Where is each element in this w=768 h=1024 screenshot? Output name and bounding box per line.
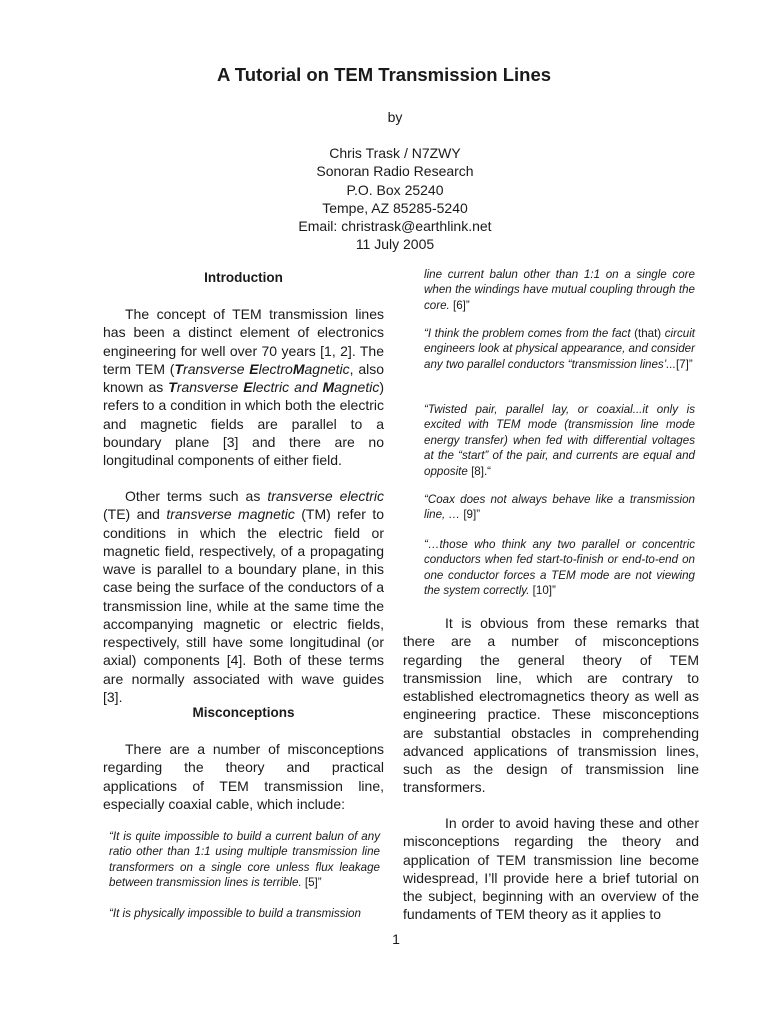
- quote-8: “Twisted pair, parallel lay, or coaxial...it only is excited with TEM mode (transmission line mode energy transfer) when fed with differential voltages at the “start” of the pair, and currents are equal and opposite [8].“: [424, 403, 695, 478]
- intro-paragraph-1: The concept of TEM transmission lines has been a distinct element of electronics engineering for well over 70 years [1, 2]. The term TEM (Transverse ElectroMagnetic, also known as Transverse Electric and Magnetic) refers to a condition in which both the electric and magnetic fields are parallel to a boundary plane [3] and there are no longitudinal components of either field.: [103, 306, 384, 468]
- introduction-heading: Introduction: [204, 270, 283, 285]
- author-address-line-2: Tempe, AZ 85285-5240: [322, 199, 468, 216]
- quote-6-start: “It is physically impossible to build a transmission: [109, 907, 361, 920]
- discussion-paragraph-1: It is obvious from these remarks that there are a number of misconceptions regarding the general theory of TEM transmission line, which are contrary to established electromagnetics theory as well as engineering practice. These misconceptions are substantial obstacles in comprehending advanced applications of transmission lines, such as the design of transmission line transformers.: [403, 615, 699, 796]
- author-block: [0, 144, 768, 254]
- quote-6-continued: line current balun other than 1:1 on a single core when the windings have mutual coupling through the core. [6]”: [424, 268, 695, 312]
- paper-title: A Tutorial on TEM Transmission Lines: [216, 64, 552, 85]
- author-name: Chris Trask / N7ZWY: [329, 145, 461, 161]
- discussion-paragraph-2: In order to avoid having these and other misconceptions regarding the theory and application of TEM transmission line become widespread, I’ll provide here a brief tutorial on the subject, beginning with an overview of the fundaments of TEM theory as it applies to: [403, 815, 699, 923]
- author-organization: Sonoran Radio Research: [316, 163, 474, 180]
- author-address-line-1: P.O. Box 25240: [346, 181, 444, 198]
- misconceptions-paragraph: There are a number of misconceptions regarding the theory and practical applications of TEM transmission line, especially coaxial cable, which include:: [103, 741, 384, 812]
- quote-10: “…those who think any two parallel or concentric conductors when fed start-to-finish or end-to-end on one conductor forces a TEM mode are not viewing the system correctly. [10]”: [424, 538, 695, 598]
- misconceptions-heading: Misconceptions: [192, 705, 295, 720]
- quote-9: “Coax does not always behave like a transmission line, … [9]”: [424, 493, 695, 522]
- paper-date: 11 July 2005: [355, 236, 435, 253]
- quote-5: “It is quite impossible to build a current balun of any ratio other than 1:1 using multiple transmission line transformers on a single core unless flux leakage between transmission lines is terrible. [5]”: [109, 830, 380, 890]
- author-email: Email: christrask@earthlink.net: [298, 218, 492, 235]
- quote-7: “I think the problem comes from the fact (that) circuit engineers look at physical appearance, and consider any two parallel conductors “transmission lines’...[7]”: [424, 327, 695, 371]
- byline: by: [387, 109, 403, 125]
- intro-paragraph-2: Other terms such as transverse electric (TE) and transverse magnetic (TM) refer to conditions in which the electric field or magnetic field, respectively, of a propagating wave is parallel to a boundary plane, in this case being the surface of the conductors of a transmission line, while at the same time the accompanying magnetic or electric fields, respectively, still have some longitudinal (or axial) components [4]. Both of these terms are normally associated with wave guides [3].: [103, 488, 384, 705]
- page-number: 1: [392, 931, 400, 947]
